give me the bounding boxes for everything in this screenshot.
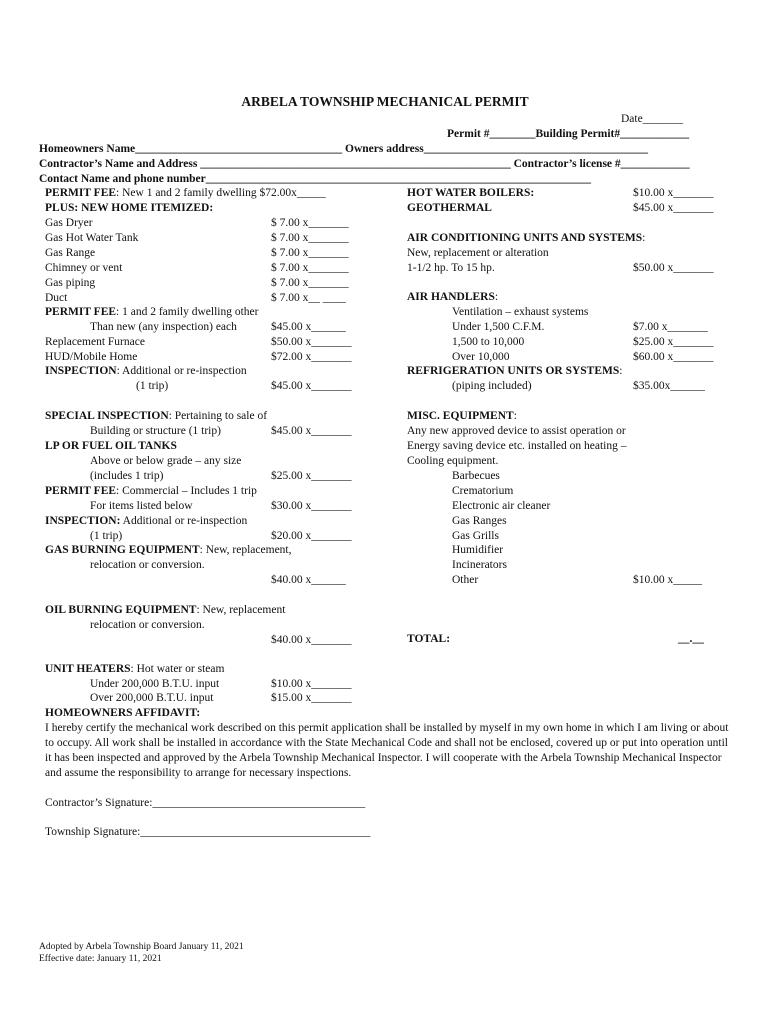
misc-description-line: Any new approved device to assist operation or [407,425,626,437]
commercial-trip-label: (1 trip) [90,530,123,542]
misc-item: Gas Grills [452,530,499,542]
replacement-furnace-fee[interactable]: $50.00 x_______ [271,336,352,348]
fee-gas-range[interactable]: $ 7.00 x_______ [271,247,349,259]
commercial-fee[interactable]: $30.00 x_______ [271,500,352,512]
item-gas-range: Gas Range [45,247,96,259]
lp-fuel-oil-heading: LP OR FUEL OIL TANKS [45,440,177,452]
page-title: ARBELA TOWNSHIP MECHANICAL PERMIT [241,94,529,109]
fee-gas-hot-water-tank[interactable]: $ 7.00 x_______ [271,232,349,244]
contractor-line[interactable]: Contractor’s Name and Address ______________________________________________________ Contractor’s license #____________ [39,158,690,170]
ventilation-label: Ventilation – exhaust systems [452,306,589,318]
item-gas-piping: Gas piping [45,277,96,289]
misc-description-line: Cooling equipment. [407,455,499,467]
refrigeration-heading: REFRIGERATION UNITS OR SYSTEMS: [407,365,623,377]
under-btu-fee[interactable]: $10.00 x_______ [271,678,352,690]
item-duct: Duct [45,292,68,304]
hp-range-label: 1-1/2 hp. To 15 hp. [407,262,495,274]
geothermal-label: GEOTHERMAL [407,202,492,214]
air-handlers-heading: AIR HANDLERS: [407,291,499,303]
over-btu-fee[interactable]: $15.00 x_______ [271,692,352,704]
cfm-under-1500-label: Under 1,500 C.F.M. [452,321,545,333]
misc-item: Crematorium [452,485,514,497]
new-home-itemized-heading: PLUS: NEW HOME ITEMIZED: [45,202,214,214]
gas-burning-heading: GAS BURNING EQUIPMENT: New, replacement, [45,544,292,556]
than-new-fee[interactable]: $45.00 x______ [271,321,346,333]
refrigeration-fee[interactable]: $35.00x______ [633,380,705,392]
permit-number-line[interactable]: Permit #________Building Permit#____________ [447,128,690,140]
hud-mobile-label: HUD/Mobile Home [45,351,138,363]
new-replacement-alteration: New, replacement or alteration [407,247,549,259]
cfm-over-10000-fee[interactable]: $60.00 x_______ [633,351,714,363]
fee-duct[interactable]: $ 7.00 x__ ____ [271,292,346,304]
fee-chimney-vent[interactable]: $ 7.00 x_______ [271,262,349,274]
item-chimney-vent: Chimney or vent [45,262,123,274]
misc-item: Other [452,574,479,586]
building-structure-fee[interactable]: $45.00 x_______ [271,425,352,437]
date-field[interactable]: Date_______ [621,113,683,125]
total-label: TOTAL: [407,633,451,645]
above-below-grade: Above or below grade – any size [90,455,242,467]
building-structure-label: Building or structure (1 trip) [90,425,221,437]
than-new-label: Than new (any inspection) each [90,321,237,333]
cfm-over-10000-label: Over 10,000 [452,351,510,363]
homeowner-name-line[interactable]: Homeowners Name____________________________________ Owners address_______________________________________ [39,143,648,155]
cfm-1500-10000-label: 1,500 to 10,000 [452,336,525,348]
gas-burning-fee[interactable]: $40.00 x______ [271,574,346,586]
misc-item: Barbecues [452,470,500,482]
contact-line[interactable]: Contact Name and phone number___________________________________________________________________ [39,173,592,185]
oil-burning-relocation: relocation or conversion. [90,619,205,631]
over-btu-label: Over 200,000 B.T.U. input [90,692,214,704]
oil-burning-heading: OIL BURNING EQUIPMENT: New, replacement [45,604,286,616]
hot-water-boilers-fee[interactable]: $10.00 x_______ [633,187,714,199]
inspection-trip-label: (1 trip) [136,380,169,392]
misc-item: Incinerators [452,559,507,571]
piping-included-label: (piping included) [452,380,532,392]
item-gas-dryer: Gas Dryer [45,217,93,229]
inspection-commercial-heading: INSPECTION: Additional or re-inspection [45,515,248,527]
geothermal-fee[interactable]: $45.00 x_______ [633,202,714,214]
lp-tank-fee[interactable]: $25.00 x_______ [271,470,352,482]
commercial-trip-fee[interactable]: $20.00 x_______ [271,530,352,542]
cfm-under-1500-fee[interactable]: $7.00 x_______ [633,321,708,333]
permit-fee-new: PERMIT FEE: New 1 and 2 family dwelling $72.00x_____ [45,187,326,199]
total-value[interactable]: __.__ [678,633,704,645]
misc-other-fee[interactable]: $10.00 x_____ [633,574,702,586]
unit-heaters-heading: UNIT HEATERS: Hot water or steam [45,663,225,675]
for-items-label: For items listed below [90,500,193,512]
effective-date-footer: Effective date: January 11, 2021 [39,954,162,964]
replacement-furnace-label: Replacement Furnace [45,336,145,348]
fee-gas-dryer[interactable]: $ 7.00 x_______ [271,217,349,229]
misc-equipment-heading: MISC. EQUIPMENT: [407,410,517,422]
gas-burning-relocation: relocation or conversion. [90,559,205,571]
affidavit-heading: HOMEOWNERS AFFIDAVIT: [45,707,201,719]
township-signature-line[interactable]: Township Signature:________________________________________ [45,826,371,838]
under-btu-label: Under 200,000 B.T.U. input [90,678,220,690]
item-gas-hot-water-tank: Gas Hot Water Tank [45,232,139,244]
misc-item: Humidifier [452,544,504,556]
hp-range-fee[interactable]: $50.00 x_______ [633,262,714,274]
contractor-signature-line[interactable]: Contractor’s Signature:_____________________________________ [45,797,366,809]
hot-water-boilers-label: HOT WATER BOILERS: [407,187,535,199]
inspection-heading: INSPECTION: Additional or re-inspection [45,365,247,377]
oil-burning-fee[interactable]: $40.00 x_______ [271,634,352,646]
permit-fee-other: PERMIT FEE: 1 and 2 family dwelling other [45,306,259,318]
adopted-footer: Adopted by Arbela Township Board January 11, 2021 [39,942,244,952]
fee-gas-piping[interactable]: $ 7.00 x_______ [271,277,349,289]
inspection-trip-fee[interactable]: $45.00 x_______ [271,380,352,392]
affidavit-text: I hereby certify the mechanical work described on this permit application shall be installed by myself in my own home in which I am living or about to occupy. All work shall be installed in accordance with the State Mechanical Code and shall not be enclosed, covered up or put into operation until it has been inspected and approved by the Arbela Township Mechanical Inspector. I will cooperate with the Arbela Township Mechanical Inspector and assume the responsibility to arrange for necessary inspections. [45,722,729,779]
misc-description-line: Energy saving device etc. installed on heating – [407,440,627,452]
includes-trip-label: (includes 1 trip) [90,470,164,482]
cfm-1500-10000-fee[interactable]: $25.00 x_______ [633,336,714,348]
air-conditioning-heading: AIR CONDITIONING UNITS AND SYSTEMS: [407,232,646,244]
misc-item: Gas Ranges [452,515,507,527]
misc-item: Electronic air cleaner [452,500,551,512]
hud-mobile-fee[interactable]: $72.00 x_______ [271,351,352,363]
special-inspection-heading: SPECIAL INSPECTION: Pertaining to sale of [45,410,268,422]
permit-fee-commercial: PERMIT FEE: Commercial – Includes 1 trip [45,485,257,497]
